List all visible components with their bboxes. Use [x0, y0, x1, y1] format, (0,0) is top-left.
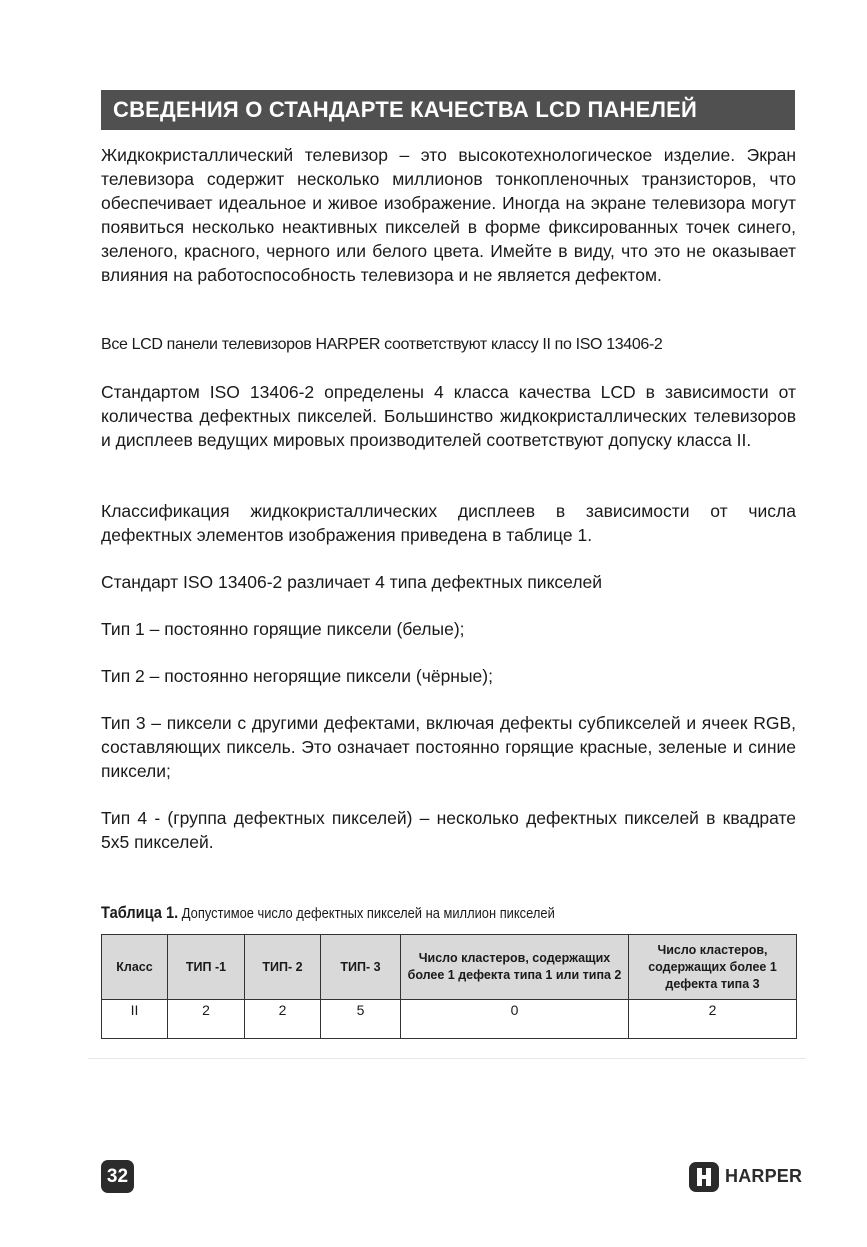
- brand-logo: [689, 1160, 802, 1193]
- cell-type-1: 2: [168, 1000, 245, 1039]
- table-caption: [101, 903, 555, 923]
- table-header-row: [102, 935, 797, 1000]
- header-class: Класс: [102, 935, 168, 1000]
- header-clusters-type-3: Число кластеров, содержащих более 1 дефекта типа 3: [629, 935, 797, 1000]
- section-title: СВЕДЕНИЯ О СТАНДАРТЕ КАЧЕСТВА LCD ПАНЕЛЕЙ: [101, 90, 795, 130]
- cell-type-2: 2: [245, 1000, 321, 1039]
- footer-divider: [88, 1058, 806, 1059]
- defect-pixel-table: [101, 934, 797, 1039]
- harper-class-paragraph: Все LCD панели телевизоров HARPER соответствуют классу II по ISO 13406-2: [101, 336, 663, 353]
- header-clusters-type-1-2: Число кластеров, содержащих более 1 дефекта типа 1 или типа 2: [401, 935, 629, 1000]
- defect-types-intro: Стандарт ISO 13406-2 различает 4 типа дефектных пикселей: [101, 572, 603, 592]
- header-type-2: ТИП- 2: [245, 935, 321, 1000]
- cell-clusters-type-1-2: 0: [401, 1000, 629, 1039]
- intro-paragraph: Жидкокристаллический телевизор – это высокотехнологическое изделие. Экран телевизора содержит несколько миллионов тонкопленочных транзисторов, что обеспечивает идеальное и живое изображение. Иногда на экране телевизора могут появиться несколько неактивных пикселей в форме фиксированных точек синего, зеленого, красного, черного или белого цвета. Имейте в виду, что это не оказывает влияния на работоспособность телевизора и не является дефектом.: [101, 145, 796, 285]
- harper-h-logo-icon: [689, 1162, 719, 1192]
- cell-type-3: 5: [321, 1000, 401, 1039]
- iso-standard-paragraph: Стандартом ISO 13406-2 определены 4 класса качества LCD в зависимости от количества дефектных пикселей. Большинство жидкокристаллических телевизоров и дисплеев ведущих мировых производителей соответствуют допуску класса II.: [101, 382, 796, 450]
- defect-type-4: Тип 4 - (группа дефектных пикселей) – несколько дефектных пикселей в квадрате 5x5 пикселей.: [101, 808, 796, 852]
- defect-type-2: Тип 2 – постоянно негорящие пиксели (чёрные);: [101, 666, 493, 686]
- table-caption-text: Допустимое число дефектных пикселей на миллион пикселей: [181, 905, 555, 922]
- defect-type-1: Тип 1 – постоянно горящие пиксели (белые);: [101, 619, 465, 639]
- page-number: 32: [101, 1160, 134, 1193]
- header-type-3: ТИП- 3: [321, 935, 401, 1000]
- table-caption-label: Таблица 1.: [101, 903, 179, 922]
- defect-type-3: Тип 3 – пиксели с другими дефектами, включая дефекты субпикселей и ячеек RGB, составляющих пиксель. Это означает постоянно горящие красные, зеленые и синие пиксели;: [101, 713, 796, 781]
- cell-clusters-type-3: 2: [629, 1000, 797, 1039]
- header-type-1: ТИП -1: [168, 935, 245, 1000]
- cell-class: II: [102, 1000, 168, 1039]
- table-row: [102, 1000, 797, 1039]
- brand-name: HARPER: [725, 1166, 803, 1186]
- classification-paragraph: Классификация жидкокристаллических дисплеев в зависимости от числа дефектных элементов изображения приведена в таблице 1.: [101, 501, 796, 545]
